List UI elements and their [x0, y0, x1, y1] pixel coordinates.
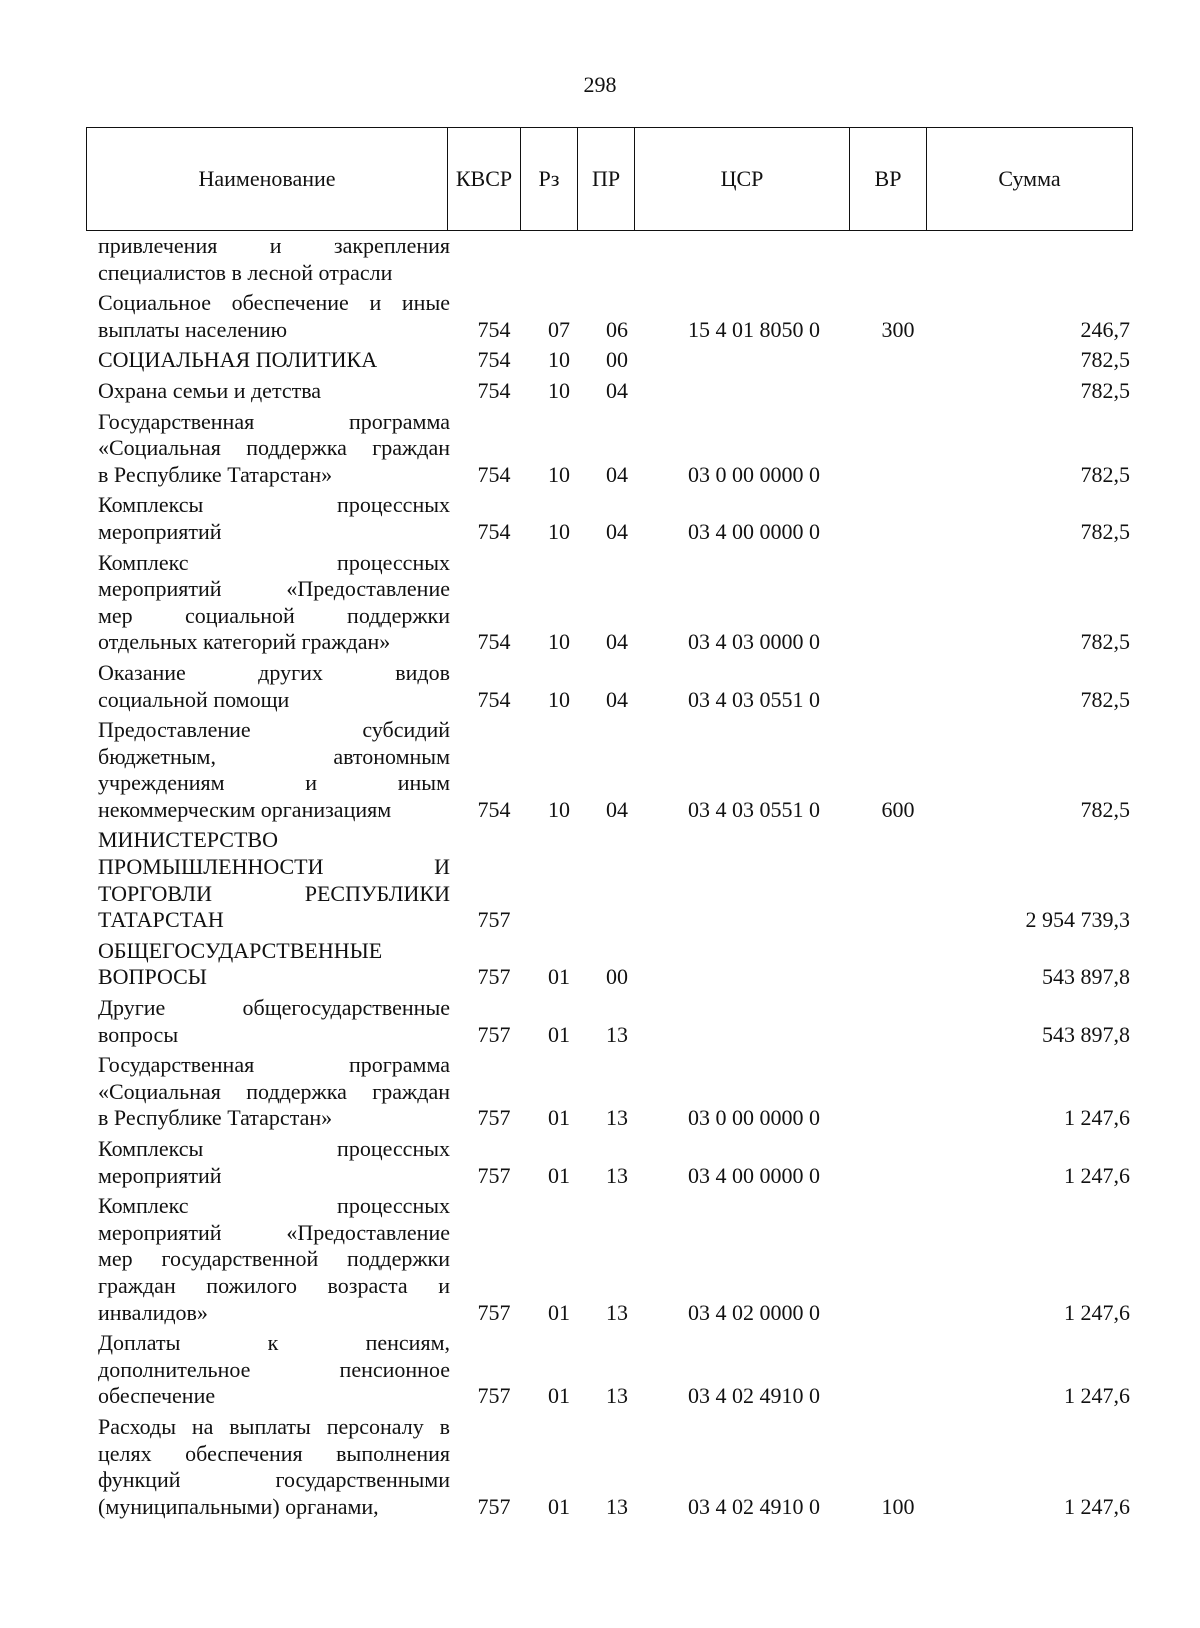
row-name-line: «Социальная поддержка граждан	[98, 435, 450, 461]
cell-vr	[860, 260, 936, 287]
cell-csr: 03 4 00 0000 0	[688, 518, 820, 544]
row-name-line: «Социальная поддержка граждан	[98, 1078, 450, 1104]
row-name-line: обеспечение	[98, 1383, 216, 1409]
row-name-line: (муниципальными) органами,	[98, 1493, 379, 1519]
cell-csr	[648, 1022, 860, 1049]
row-name-line: специалистов в лесной отрасли	[98, 259, 393, 285]
cell-pr	[588, 260, 646, 287]
cell-kvsr: 757	[477, 964, 511, 990]
row-name-line: Доплаты к пенсиям,	[98, 1330, 450, 1356]
cell-kvsr: 757	[477, 907, 511, 933]
cell-vr	[860, 1163, 936, 1190]
row-name-line: мероприятий «Предоставление	[98, 576, 450, 602]
table-row	[0, 233, 1200, 286]
row-name-line: ПРОМЫШЛЕННОСТИ И	[98, 854, 450, 880]
row-name	[98, 290, 450, 343]
row-name-line: Комплекс процессных	[98, 549, 450, 575]
table-row	[0, 290, 1200, 343]
cell-rz: 01	[548, 1162, 570, 1188]
row-name	[98, 409, 450, 489]
cell-vr	[860, 378, 936, 405]
row-name-line: функций государственными	[98, 1467, 450, 1493]
cell-sum: 1 247,6	[1064, 1493, 1130, 1519]
cell-rz: 10	[548, 629, 570, 655]
cell-rz	[530, 907, 588, 934]
row-name	[98, 660, 450, 713]
table-row	[0, 717, 1200, 823]
cell-rz: 10	[548, 686, 570, 712]
cell-rz: 07	[548, 316, 570, 342]
table-row	[0, 492, 1200, 545]
header-rz: Рз	[521, 128, 578, 231]
row-name-line: некоммерческим организациям	[98, 796, 392, 822]
cell-pr: 04	[606, 461, 628, 487]
cell-vr: 600	[881, 796, 915, 822]
cell-pr: 13	[606, 1493, 628, 1519]
row-name-line: целях обеспечения выполнения	[98, 1440, 450, 1466]
cell-sum: 1 247,6	[1064, 1299, 1130, 1325]
row-name	[98, 1052, 450, 1132]
cell-pr	[588, 907, 646, 934]
cell-vr: 300	[881, 316, 915, 342]
cell-sum: 782,5	[1080, 686, 1130, 712]
cell-rz: 10	[548, 518, 570, 544]
cell-sum: 782,5	[1080, 796, 1130, 822]
row-name-line: в Республике Татарстан»	[98, 461, 333, 487]
cell-sum: 2 954 739,3	[1025, 907, 1130, 933]
cell-sum: 1 247,6	[1064, 1162, 1130, 1188]
row-name	[98, 717, 450, 823]
row-name	[98, 550, 450, 656]
cell-rz: 01	[548, 1105, 570, 1131]
cell-csr: 03 0 00 0000 0	[688, 1105, 820, 1131]
row-name	[98, 827, 450, 933]
row-name-line: дополнительное пенсионное	[98, 1356, 450, 1382]
row-name-line: Другие общегосударственные	[98, 995, 450, 1021]
cell-csr: 03 4 02 0000 0	[688, 1299, 820, 1325]
row-name-line: граждан пожилого возраста и	[98, 1272, 450, 1298]
table-row	[0, 409, 1200, 489]
cell-kvsr: 754	[477, 316, 511, 342]
row-name	[98, 1193, 450, 1326]
page-number: 298	[583, 72, 617, 97]
cell-rz: 10	[548, 796, 570, 822]
row-name-line: Оказание других видов	[98, 659, 450, 685]
table-row	[0, 1330, 1200, 1410]
table-row	[0, 1136, 1200, 1189]
cell-vr	[860, 1300, 936, 1327]
cell-csr	[648, 347, 860, 374]
table-header	[86, 127, 1133, 231]
row-name-line: Государственная программа	[98, 1052, 450, 1078]
cell-pr: 04	[606, 796, 628, 822]
cell-kvsr: 754	[477, 461, 511, 487]
cell-rz: 01	[548, 1383, 570, 1409]
row-name	[98, 1330, 450, 1410]
cell-pr: 00	[606, 964, 628, 990]
cell-vr	[860, 964, 936, 991]
row-name-line: мер социальной поддержки	[98, 602, 450, 628]
cell-kvsr: 757	[477, 1021, 511, 1047]
row-name-line: Комплексы процессных	[98, 492, 450, 518]
row-name	[98, 1136, 450, 1189]
cell-rz: 01	[548, 964, 570, 990]
table-row	[0, 347, 1200, 374]
cell-sum: 782,5	[1080, 347, 1130, 373]
cell-csr: 03 4 03 0000 0	[688, 629, 820, 655]
cell-rz	[530, 260, 588, 287]
header-csr: ЦСР	[635, 128, 850, 231]
cell-kvsr: 757	[477, 1383, 511, 1409]
cell-kvsr: 757	[477, 1299, 511, 1325]
cell-sum: 1 247,6	[1064, 1105, 1130, 1131]
cell-pr: 04	[606, 629, 628, 655]
cell-sum: 246,7	[1080, 316, 1130, 342]
cell-pr: 13	[606, 1299, 628, 1325]
table-row	[0, 1052, 1200, 1132]
cell-sum: 543 897,8	[1042, 1021, 1130, 1047]
row-name-line: отдельных категорий граждан»	[98, 629, 391, 655]
cell-vr	[860, 347, 936, 374]
cell-pr: 13	[606, 1105, 628, 1131]
cell-pr: 13	[606, 1383, 628, 1409]
cell-vr	[860, 687, 936, 714]
cell-sum: 1 247,6	[1064, 1383, 1130, 1409]
cell-sum	[936, 260, 1130, 287]
row-name-line: Комплекс процессных	[98, 1193, 450, 1219]
table-row	[0, 378, 1200, 405]
row-name-line: ВОПРОСЫ	[98, 964, 207, 990]
table-row	[0, 995, 1200, 1048]
row-name	[98, 1414, 450, 1520]
row-name-line: привлечения и закрепления	[98, 233, 450, 258]
cell-pr: 04	[606, 377, 628, 403]
row-name-line: Комплексы процессных	[98, 1136, 450, 1161]
cell-csr	[648, 378, 860, 405]
cell-rz: 10	[548, 347, 570, 373]
cell-vr: 100	[881, 1493, 915, 1519]
cell-vr	[860, 1105, 936, 1132]
cell-csr: 03 4 02 4910 0	[688, 1493, 820, 1519]
header-vr: ВР	[850, 128, 927, 231]
row-name-line: мероприятий	[98, 518, 222, 544]
row-name	[98, 938, 450, 991]
header-name: Наименование	[87, 128, 448, 231]
row-name-line: МИНИСТЕРСТВО	[98, 827, 278, 853]
cell-pr: 13	[606, 1162, 628, 1188]
table-body	[0, 233, 1200, 1524]
row-name	[98, 492, 450, 545]
cell-sum: 782,5	[1080, 518, 1130, 544]
cell-pr: 06	[606, 316, 628, 342]
row-name-line: социальной помощи	[98, 686, 290, 712]
row-name-line: СОЦИАЛЬНАЯ ПОЛИТИКА	[98, 347, 378, 373]
table-row	[0, 1193, 1200, 1326]
cell-csr	[648, 964, 860, 991]
row-name	[98, 233, 450, 286]
cell-kvsr: 757	[477, 1493, 511, 1519]
cell-sum: 782,5	[1080, 461, 1130, 487]
row-name-line: вопросы	[98, 1021, 179, 1047]
table-row	[0, 827, 1200, 933]
cell-kvsr: 754	[477, 629, 511, 655]
header-sum: Сумма	[927, 128, 1133, 231]
cell-sum: 782,5	[1080, 629, 1130, 655]
cell-sum: 782,5	[1080, 377, 1130, 403]
cell-kvsr: 754	[477, 686, 511, 712]
row-name-line: ТАТАРСТАН	[98, 907, 224, 933]
cell-csr	[648, 907, 860, 934]
cell-kvsr: 757	[477, 1162, 511, 1188]
row-name-line: мероприятий	[98, 1162, 222, 1188]
row-name-line: мероприятий «Предоставление	[98, 1219, 450, 1245]
table-row	[0, 550, 1200, 656]
cell-csr: 03 4 03 0551 0	[688, 686, 820, 712]
row-name-line: Охрана семьи и детства	[98, 377, 322, 403]
cell-csr: 03 4 02 4910 0	[688, 1383, 820, 1409]
cell-vr	[860, 1383, 936, 1410]
cell-vr	[860, 629, 936, 656]
row-name	[98, 378, 450, 405]
cell-pr: 13	[606, 1021, 628, 1047]
row-name-line: мер государственной поддержки	[98, 1246, 450, 1272]
cell-kvsr: 754	[477, 518, 511, 544]
cell-pr: 00	[606, 347, 628, 373]
cell-csr: 03 4 03 0551 0	[688, 796, 820, 822]
cell-kvsr: 754	[477, 377, 511, 403]
table-row	[0, 1414, 1200, 1520]
row-name-line: Расходы на выплаты персоналу в	[98, 1413, 450, 1439]
cell-vr	[860, 907, 936, 934]
row-name-line: ТОРГОВЛИ РЕСПУБЛИКИ	[98, 880, 450, 906]
row-name-line: Государственная программа	[98, 408, 450, 434]
cell-rz: 01	[548, 1021, 570, 1047]
cell-kvsr: 754	[477, 796, 511, 822]
cell-vr	[860, 519, 936, 546]
cell-rz: 01	[548, 1299, 570, 1325]
row-name-line: Социальное обеспечение и иные	[98, 290, 450, 316]
cell-vr	[860, 462, 936, 489]
table-row	[0, 938, 1200, 991]
row-name-line: учреждениям и иным	[98, 770, 450, 796]
cell-kvsr: 754	[477, 347, 511, 373]
row-name-line: выплаты населению	[98, 316, 288, 342]
cell-sum: 543 897,8	[1042, 964, 1130, 990]
cell-csr	[648, 260, 860, 287]
row-name-line: инвалидов»	[98, 1299, 208, 1325]
cell-pr: 04	[606, 518, 628, 544]
header-kvsr: КВСР	[448, 128, 521, 231]
cell-csr: 03 4 00 0000 0	[688, 1162, 820, 1188]
cell-rz: 10	[548, 461, 570, 487]
cell-csr: 15 4 01 8050 0	[688, 316, 820, 342]
cell-kvsr	[458, 260, 530, 287]
row-name	[98, 347, 450, 374]
cell-vr	[860, 1022, 936, 1049]
row-name-line: Предоставление субсидий	[98, 717, 450, 743]
cell-kvsr: 757	[477, 1105, 511, 1131]
header-pr: ПР	[578, 128, 635, 231]
table-row	[0, 660, 1200, 713]
cell-rz: 01	[548, 1493, 570, 1519]
cell-csr: 03 0 00 0000 0	[688, 461, 820, 487]
row-name-line: бюджетным, автономным	[98, 743, 450, 769]
row-name-line: ОБЩЕГОСУДАРСТВЕННЫЕ	[98, 937, 383, 963]
cell-pr: 04	[606, 686, 628, 712]
cell-rz: 10	[548, 377, 570, 403]
row-name	[98, 995, 450, 1048]
row-name-line: в Республике Татарстан»	[98, 1105, 333, 1131]
